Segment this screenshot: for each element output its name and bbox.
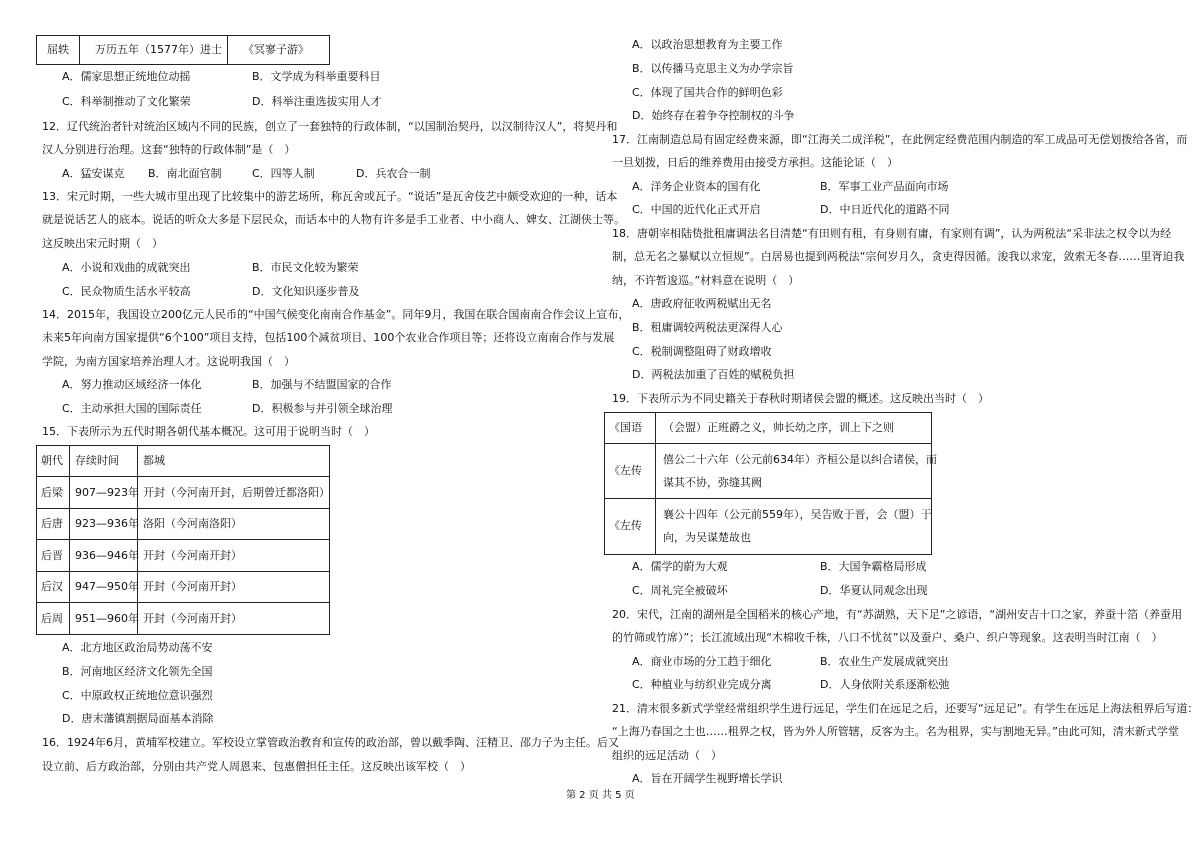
q20-stem-line1: 20．宋代，江南的湖州是全国稻米的核心产地，有“苏湖熟，天下足”之谚语，“湖州安吉十口之家，养蚕十箔（养蚕用 (612, 608, 1183, 621)
q17-option-d: D．中日近代化的道路不同 (820, 203, 950, 216)
dynasty-row5-capital: 开封（今河南开封） (143, 612, 242, 625)
q14-stem-line1: 14．2015年，我国设立200亿元人民币的“中国气候变化南南合作基金”。同年9月，我国在联合国南南合作会议上宣布， (42, 308, 630, 321)
q11-option-c: C．科举制推动了文化繁荣 (62, 95, 191, 108)
q21-stem-line1: 21．清末很多新式学堂经常组织学生进行远足，学生们在远足之后，还要写“远足记”。有学生在远足上海法租界后写道： (612, 702, 1199, 715)
q20-option-a: A．商业市场的分工趋于细化 (632, 655, 772, 668)
q12-option-c: C．四等人制 (252, 167, 315, 180)
dynasty-row3-capital: 开封（今河南开封） (143, 549, 242, 562)
q18-stem-line3: 纳，不许暂逡巡。”材料意在说明（ ） (612, 274, 800, 287)
dynasty-row2-capital: 洛阳（今河南洛阳） (143, 517, 242, 530)
dynasty-row2-duration: 923—936年 (75, 517, 139, 530)
q13-option-b: B．市民文化较为繁荣 (252, 261, 359, 274)
q12-option-b: B．南北面官制 (148, 167, 222, 180)
q13-stem-line1: 13．宋元时期，一些大城市里出现了比较集中的游艺场所，称瓦舍或瓦子。“说话”是瓦舍伎艺中颇受欢迎的一种，话本 (42, 190, 618, 203)
q17-stem-line1: 17．江南制造总局有固定经费来源，即“江海关二成洋税”，在此例定经费范围内制造的军工成品可无偿划拨给各省，而 (612, 133, 1188, 146)
q13-option-d: D．文化知识逐步普及 (252, 285, 360, 298)
q11-option-b: B．文学成为科举重要科目 (252, 70, 381, 83)
dynasty-row5-name: 后周 (41, 612, 63, 625)
q16-stem-line2: 设立前、后方政治部，分别由共产党人周恩来、包惠僧担任主任。这反映出该军校（ ） (42, 760, 471, 773)
poet-table-work: 《冥寥子游》 (243, 43, 309, 56)
poet-table (36, 35, 330, 65)
q11-option-a: A．儒家思想正统地位动摇 (62, 70, 191, 83)
q18-option-c: C．税制调整阻碍了财政增收 (632, 345, 772, 358)
poet-table-title: 万历五年（1577年）进士 (95, 43, 222, 56)
alliance-row1-text: （会盟）正班爵之义，帅长幼之序，训上下之则 (663, 421, 894, 434)
q14-option-c: C．主动承担大国的国际责任 (62, 402, 202, 415)
q18-stem-line1: 18．唐朝宰相陆贽批租庸调法名目清楚“有田则有租，有身则有庸，有家则有调”，认为两税法“采非法之权令以为经 (612, 227, 1172, 240)
q15-stem: 15．下表所示为五代时期各朝代基本概况。这可用于说明当时（ ） (42, 425, 375, 438)
q19-option-a: A．儒学的蔚为大观 (632, 560, 728, 573)
q21-stem-line3: 组织的远足活动（ ） (612, 749, 722, 762)
q11-option-d: D．科举注重选拔实用人才 (252, 95, 382, 108)
dynasty-table (36, 445, 330, 635)
q16-option-a: A．以政治思想教育为主要工作 (632, 38, 783, 51)
q12-option-a: A．猛安谋克 (62, 167, 125, 180)
q13-stem-line3: 这反映出宋元时期（ ） (42, 237, 163, 250)
dynasty-row2-name: 后唐 (41, 517, 63, 530)
alliance-row3-source: 《左传 (609, 519, 642, 532)
q21-stem-line2: “上海乃春国之土也……租界之权，皆为外人所管辖，反客为主。名为租界，实与割地无异。”由此可知，清末新式学堂 (612, 725, 1179, 738)
q14-stem-line3: 学院，为南方国家培养治理人才。这说明我国（ ） (42, 355, 295, 368)
q17-option-a: A．洋务企业资本的国有化 (632, 180, 761, 193)
q19-option-c: C．周礼完全被破坏 (632, 584, 728, 597)
q12-stem-line2: 汉人分别进行治理。这套“独特的行政体制”是（ ） (42, 143, 296, 156)
dynasty-row3-duration: 936—946年 (75, 549, 139, 562)
dynasty-header-dynasty: 朝代 (41, 454, 63, 467)
alliance-table (604, 412, 937, 555)
q14-option-b: B．加强与不结盟国家的合作 (252, 378, 392, 391)
q18-option-a: A．唐政府征收两税赋出无名 (632, 297, 772, 310)
q21-option-a: A．旨在开阔学生视野增长学识 (632, 772, 783, 785)
dynasty-row1-capital: 开封（今河南开封，后期曾迁都洛阳） (143, 486, 330, 499)
q15-option-d: D．唐末藩镇割据局面基本消除 (62, 712, 214, 725)
alliance-row3-text-line2: 向，为吴谋楚故也 (663, 531, 751, 544)
alliance-row3-text-line1: 襄公十四年（公元前559年），吴告败于晋，会（盟）于 (663, 508, 932, 521)
dynasty-header-capital: 都城 (143, 454, 165, 467)
q14-option-a: A．努力推动区域经济一体化 (62, 378, 202, 391)
q16-stem-line1: 16．1924年6月，黄埔军校建立。军校设立掌管政治教育和宣传的政治部，曾以戴季陶、汪精卫、邵力子为主任。后又 (42, 736, 619, 749)
dynasty-row4-capital: 开封（今河南开封） (143, 580, 242, 593)
q20-option-c: C．种植业与纺织业完成分离 (632, 678, 772, 691)
q14-stem-line2: 未来5年向南方国家提供“6个100”项目支持，包括100个减贫项目、100个农业合作项目等；还将设立南南合作与发展 (42, 331, 615, 344)
q14-option-d: D．积极参与并引领全球治理 (252, 402, 393, 415)
page-number: 第 2 页 共 5 页 (566, 790, 635, 801)
q12-stem-line1: 12．辽代统治者针对统治区域内不同的民族，创立了一套独特的行政体制，“以国制治契丹，以汉制待汉人”，将契丹和 (42, 120, 618, 133)
q20-stem-line2: 的竹筛或竹席）”；长江流域出现“木棉收千株，八口不忧贫”以及蚕户、桑户、织户等现象。这表明当时江南（ ） (612, 631, 1163, 644)
alliance-row1-source: 《国语 (609, 421, 642, 434)
dynasty-row5-duration: 951—960年 (75, 612, 139, 625)
q17-option-c: C．中国的近代化正式开启 (632, 203, 761, 216)
q12-option-d: D．兵农合一制 (356, 167, 431, 180)
dynasty-header-duration: 存续时间 (75, 454, 119, 467)
q19-option-d: D．华夏认同观念出现 (820, 584, 928, 597)
dynasty-row3-name: 后晋 (41, 549, 63, 562)
q13-option-c: C．民众物质生活水平较高 (62, 285, 191, 298)
dynasty-row4-name: 后汉 (41, 580, 63, 593)
q13-option-a: A．小说和戏曲的成就突出 (62, 261, 191, 274)
q20-option-d: D．人身依附关系逐渐松弛 (820, 678, 950, 691)
q18-stem-line2: 制，总无名之暴赋以立恒规”。白居易也提到两税法“宗何岁月久，贪吏得因循。浚我以求宠，敛索无冬春……里胥迫我 (612, 250, 1185, 263)
alliance-row2-text-line1: 僖公二十六年（公元前634年）齐桓公是以纠合诸侯，而 (663, 453, 937, 466)
q13-stem-line2: 就是说话艺人的底本。说话的听众大多是下层民众，而话本中的人物有许多是手工业者、中小商人、婢女、江湖侠士等。 (42, 213, 625, 226)
q19-option-b: B．大国争霸格局形成 (820, 560, 927, 573)
q17-stem-line2: 一旦划拨，日后的维养费用由接受方承担。这能论证（ ） (612, 156, 898, 169)
q20-option-b: B．农业生产发展成就突出 (820, 655, 949, 668)
alliance-row2-source: 《左传 (609, 464, 642, 477)
q18-option-d: D．两税法加重了百姓的赋税负担 (632, 368, 795, 381)
q15-option-c: C．中原政权正统地位意识强烈 (62, 689, 213, 702)
alliance-row2-text-line2: 谋其不协，弥缝其阙 (663, 476, 762, 489)
q18-option-b: B．租庸调较两税法更深得人心 (632, 321, 783, 334)
q15-option-b: B．河南地区经济文化领先全国 (62, 665, 213, 678)
dynasty-row1-duration: 907—923年 (75, 486, 139, 499)
q17-option-b: B．军事工业产品面向市场 (820, 180, 949, 193)
q16-option-d: D．始终存在着争夺控制权的斗争 (632, 109, 795, 122)
dynasty-row4-duration: 947—950年 (75, 580, 139, 593)
q16-option-c: C．体现了国共合作的鲜明色彩 (632, 86, 783, 99)
q16-option-b: B．以传播马克思主义为办学宗旨 (632, 62, 794, 75)
poet-table-name: 屈轶 (47, 43, 69, 56)
q15-option-a: A．北方地区政治局势动荡不安 (62, 641, 213, 654)
dynasty-row1-name: 后梁 (41, 486, 63, 499)
q19-stem: 19．下表所示为不同史籍关于春秋时期诸侯会盟的概述。这反映出当时（ ） (612, 392, 989, 405)
